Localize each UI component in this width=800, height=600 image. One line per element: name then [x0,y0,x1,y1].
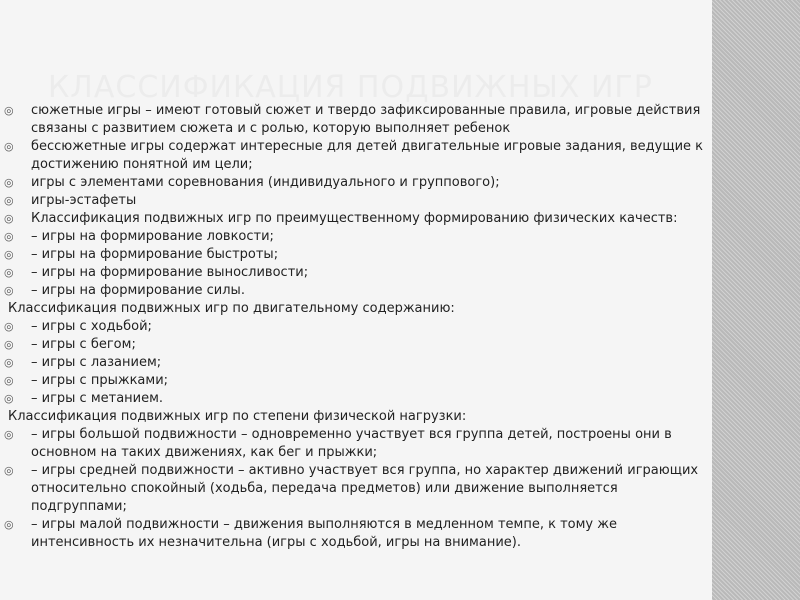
circle-bullet-icon: ◎ [4,374,14,387]
list-item [0,282,712,300]
list-item-text: – игры средней подвижности – активно участвует вся группа, но характер движений играющих относительно спокойный (ходьба, передача предметов) или движение выполняется подгруппами; [31,463,699,514]
list-item-text: – игры на формирование выносливости; [31,265,309,280]
circle-bullet-icon: ◎ [4,140,14,153]
list-item [0,462,712,516]
circle-bullet-icon: ◎ [4,518,14,531]
circle-bullet-icon: ◎ [4,428,14,441]
list-item-text: бессюжетные игры содержат интересные для детей двигательные игровые задания, ведущие к достижению понятной им цели; [31,139,704,172]
circle-bullet-icon: ◎ [4,104,14,117]
content-list [0,102,712,552]
list-item [0,138,712,174]
circle-bullet-icon: ◎ [4,212,14,225]
list-item-text: – игры с лазанием; [31,355,162,370]
list-item-text: – игры на формирование быстроты; [31,247,279,262]
list-item-text: – игры с метанием. [31,391,164,406]
list-item-text: игры с элементами соревнования (индивидуального и группового); [31,175,500,190]
list-item [0,228,712,246]
circle-bullet-icon: ◎ [4,464,14,477]
list-item [0,354,712,372]
circle-bullet-icon: ◎ [4,266,14,279]
circle-bullet-icon: ◎ [4,176,14,189]
list-item [0,372,712,390]
list-item [0,336,712,354]
list-item [0,102,712,138]
list-item [0,174,712,192]
circle-bullet-icon: ◎ [4,248,14,261]
list-item [0,246,712,264]
list-item-text: Классификация подвижных игр по степени физической нагрузки: [8,409,467,424]
list-item [0,390,712,408]
circle-bullet-icon: ◎ [4,320,14,333]
list-item [0,192,712,210]
circle-bullet-icon: ◎ [4,284,14,297]
list-item [0,426,712,462]
list-item-text: Классификация подвижных игр по двигательному содержанию: [8,301,455,316]
circle-bullet-icon: ◎ [4,230,14,243]
list-item-text: – игры с прыжками; [31,373,169,388]
slide-title: КЛАССИФИКАЦИЯ ПОДВИЖНЫХ ИГР [48,70,653,105]
circle-bullet-icon: ◎ [4,392,14,405]
list-item-text: – игры с ходьбой; [31,319,152,334]
list-item-text: игры-эстафеты [31,193,137,208]
list-item-text: Классификация подвижных игр по преимущественному формированию физических качеств: [31,211,678,226]
decorative-side-stripe [712,0,800,600]
list-item [0,318,712,336]
list-item-text: – игры большой подвижности – одновременно участвует вся группа детей, построены они в основном на таких движениях, как бег и прыжки; [31,427,672,460]
list-item [0,264,712,282]
list-item-text: – игры с бегом; [31,337,136,352]
list-item-text: – игры на формирование ловкости; [31,229,274,244]
list-item-text: – игры на формирование силы. [31,283,245,298]
list-item [0,300,712,318]
circle-bullet-icon: ◎ [4,194,14,207]
list-item-text: – игры малой подвижности – движения выполняются в медленном темпе, к тому же интенсивность их незначительна (игры с ходьбой, игры на внимание). [31,517,617,550]
circle-bullet-icon: ◎ [4,338,14,351]
list-item [0,210,712,228]
list-item [0,408,712,426]
list-item [0,516,712,552]
circle-bullet-icon: ◎ [4,356,14,369]
list-item-text: сюжетные игры – имеют готовый сюжет и твердо зафиксированные правила, игровые действия связаны с развитием сюжета и с ролью, которую выполняет ребенок [31,103,701,136]
